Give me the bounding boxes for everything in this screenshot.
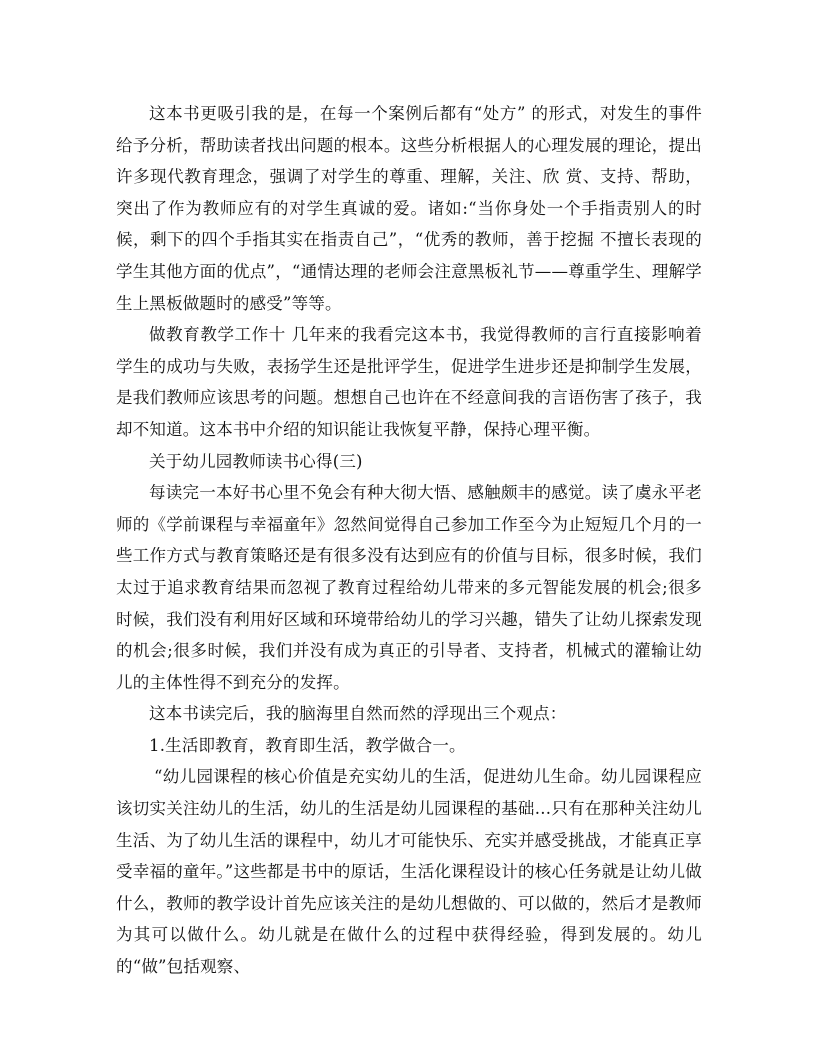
- section-heading: 关于幼儿园教师读书心得(三): [149, 451, 363, 471]
- paragraph-curriculum-quote: “幼儿园课程的核心价值是充实幼儿的生活，促进幼儿生命。幼儿园课程应该切实关注幼儿的生活，幼儿的生活是幼儿园课程的基础…只有在那种关注幼儿生活、为了幼儿生活的课程中，幼儿才可能快乐、充实并感受挑战，才能真正享受幸福的童年。”这些都是书中的原话，生活化课程设计的核心任务就是让幼儿做什么，教师的教学设计首先应该关注的是幼儿想做的、可以做的，然后才是教师为其可以做什么。幼儿就是在做什么的过程中获得经验，得到发展的。幼儿的“做”包括观察、: [116, 767, 702, 977]
- body-text: [116, 98, 702, 983]
- list-item-viewpoint-1: 1.生活即教育，教育即生活，教学做合一。: [149, 735, 466, 755]
- paragraph-reading-feeling: 每读完一本好书心里不免会有种大彻大悟、感触颇丰的感觉。读了虞永平老师的《学前课程与幸福童年》忽然间觉得自己参加工作至今为止短短几个月的一些工作方式与教育策略还是有很多没有达到应有的价值与目标，很多时候，我们太过于追求教育结果而忽视了教育过程给幼儿带来的多元智能发展的机会;很多时候，我们没有利用好区域和环境带给幼儿的学习兴趣，错失了让幼儿探索发现的机会;很多时候，我们并没有成为真正的引导者、支持者，机械式的灌输让幼儿的主体性得不到充分的发挥。: [116, 483, 702, 692]
- paragraph-teacher-reflection: 做教育教学工作十 几年来的我看完这本书，我觉得教师的言行直接影响着学生的成功与失败，表扬学生还是批评学生，促进学生进步还是抑制学生发展，是我们教师应该思考的问题。想想自己也许在不经意间我的言语伤害了孩子，我却不知道。这本书中介绍的知识能让我恢复平静，保持心理平衡。: [116, 325, 702, 439]
- paragraph-three-viewpoints: 这本书读完后，我的脑海里自然而然的浮现出三个观点：: [149, 704, 567, 724]
- paragraph-prescription-analysis: 这本书更吸引我的是，在每一个案例后都有“处方” 的形式，对发生的事件给予分析，帮助读者找出问题的根本。这些分析根据人的心理发展的理论，提出许多现代教育理念，强调了对学生的尊重、理解，关注、欣 赏、支持、帮助，突出了作为教师应有的对学生真诚的爱。诸如:“当你身处一个手指责别人的时候，剩下的四个手指其实在指责自己”，“优秀的教师，善于挖掘 不擅长表现的学生其他方面的优点”，“通情达理的老师会注意黑板礼节——尊重学生、理解学生上黑板做题时的感受”等等。: [116, 104, 702, 313]
